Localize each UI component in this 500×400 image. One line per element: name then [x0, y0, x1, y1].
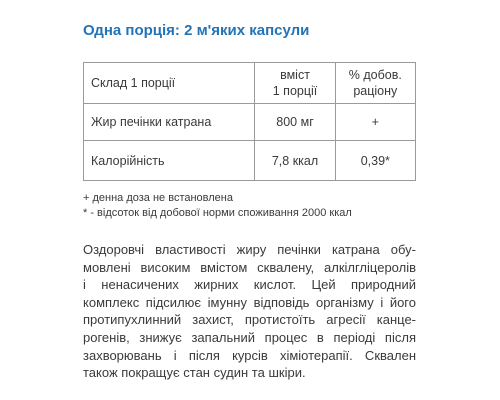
description-paragraph [83, 241, 416, 382]
serving-heading: Одна порція: 2 м'яких капсули [83, 22, 310, 39]
description-line: мовлені високим вмістом сквалену, алкілгліцеролів [83, 259, 416, 275]
row-percent: + [335, 104, 415, 141]
header-daily-percent [335, 63, 415, 104]
row-name: Жир печінки катрана [84, 104, 255, 141]
footnote-asterisk: * - відсоток від добової норми споживання 2000 ккал [83, 207, 352, 219]
description-line: рогенів, знижує запальний процес в періоді після [83, 329, 416, 345]
description-line: комплекс підсилює імунну відповідь організму і його [83, 294, 416, 310]
description-line: також покращує стан судин та шкіри. [83, 365, 306, 381]
description-line: протипухлинний захист, протистоїть агресії канце- [83, 312, 416, 328]
description-line: захворювань і після курсів хіміотерапії. Сквален [83, 347, 416, 363]
composition-table [83, 62, 416, 181]
row-amount: 7,8 ккал [255, 141, 335, 181]
header-percent-line2: раціону [353, 84, 398, 98]
header-amount [255, 63, 335, 104]
footnotes [83, 191, 352, 221]
header-amount-line2: 1 порції [272, 84, 318, 98]
row-percent: 0,39* [335, 141, 415, 181]
description-line: і ненасичених жирних кислот. Цей природний [83, 277, 416, 293]
header-percent-line1: % добов. [348, 68, 402, 82]
row-name: Калорійність [84, 141, 255, 181]
table-row [84, 141, 416, 181]
table-header-row [84, 63, 416, 104]
footnote-plus: + денна доза не встановлена [83, 192, 233, 204]
table-row [84, 104, 416, 141]
header-amount-line1: вміст [280, 68, 310, 82]
row-amount: 800 мг [255, 104, 335, 141]
description-line: Оздоровчі властивості жиру печінки катрана обу- [83, 242, 416, 257]
header-composition: Склад 1 порції [84, 63, 255, 104]
